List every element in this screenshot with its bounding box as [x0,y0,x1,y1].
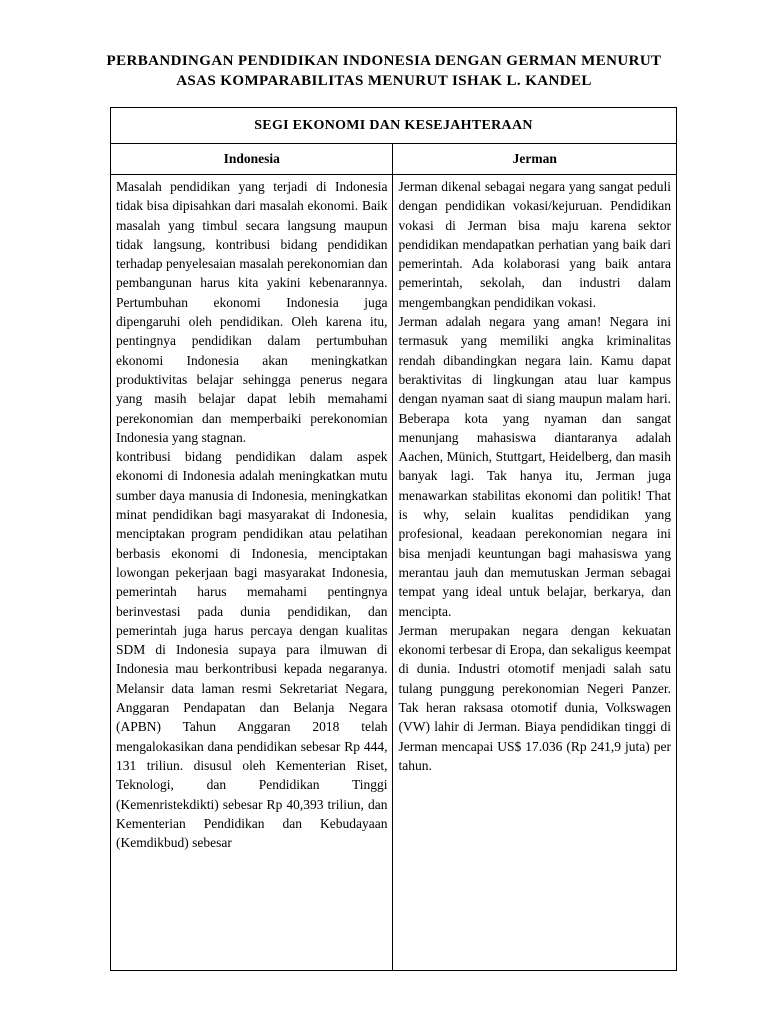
indonesia-cell [111,175,393,971]
section-heading: SEGI EKONOMI DAN KESEJAHTERAAN [111,108,677,144]
document-title [60,51,708,91]
jerman-paragraph-3: Jerman merupakan negara dengan kekuatan ekonomi terbesar di Eropa, dan sekaligus keempat di dunia. Industri otomotif menjadi salah satu tulang punggung perekonomian Negeri Panzer. Tak heran raksasa otomotif dunia, Volkswagen (VW) lahir di Jerman. Biaya pendidikan tinggi di Jerman mencapai US$ 17.036 (Rp 241,9 juta) per tahun. [398,622,671,773]
column-header-row [111,144,677,175]
indonesia-paragraph-2: kontribusi bidang pendidikan dalam aspek ekonomi di Indonesia adalah meningkatkan mutu sumber daya manusia di Indonesia, meningkatkan minat pendidikan bagi masyarakat di Indonesia, menciptakan program pendidikan atau pelatihan berbasis ekonomi di Indonesia, menciptakan lowongan pekerjaan bagi masyarakat Indonesia, pemerintah harus memahami pentingnya berinvestasi pada dunia pendidikan, dan pemerintah juga harus percaya dengan kualitas SDM di Indonesia supaya para ilmuwan di Indonesia mau berkontribusi kepada negaranya. Melansir data laman resmi Sekretariat Negara, Anggaran Pendapatan dan Belanja Negara (APBN) Tahun Anggaran 2018 telah mengalokasikan dana pendidikan sebesar Rp 444, 131 triliun. disusul oleh Kementerian Riset, Teknologi, dan Pendidikan Tinggi (Kemenristekdikti) sebesar Rp 40,393 triliun, dan Kementerian Pendidikan dan Kebudayaan (Kemdikbud) sebesar [116,449,388,851]
indonesia-paragraph-1: Masalah pendidikan yang terjadi di Indonesia tidak bisa dipisahkan dari masalah ekonomi. Baik masalah yang timbul secara langsung maupun tidak langsung, kontribusi bidang pendidikan terhadap penyelesaian masalah perekonomian dan pembangunan harus kita yakini kebenarannya. Pertumbuhan ekonomi Indonesia juga dipengaruhi oleh pendidikan. Oleh karena itu, pentingnya pendidikan dalam pertumbuhan ekonomi Indonesia akan meningkatkan produktivitas belajar sehingga penerus negara yang masih belajar dapat lebih memahami perekonomian dan memperbaiki perekonomian Indonesia yang stagnan. [116,179,388,445]
jerman-cell [393,175,677,971]
title-line-1: PERBANDINGAN PENDIDIKAN INDONESIA DENGAN GERMAN MENURUT [106,53,662,69]
column-header-jerman: Jerman [393,144,677,175]
title-line-2: ASAS KOMPARABILITAS MENURUT ISHAK L. KANDEL [176,73,592,89]
jerman-paragraph-2: Jerman adalah negara yang aman! Negara ini termasuk yang memiliki angka kriminalitas rendah dibandingkan negara lain. Kamu dapat beraktivitas di lingkungan atau luar kampus dengan nyaman saat di siang maupun malam hari. Beberapa kota yang nyaman dan sangat menunjang mahasiswa diantaranya adalah Aachen, Münich, Stuttgart, Heidelberg, dan masih banyak lagi. Tak hanya itu, Jerman juga menawarkan stabilitas ekonomi dan politik! That is why, selain kualitas pendidikan yang profesional, keadaan perekonomian negara ini bisa menjadi keuntungan bagi mahasiswa yang merantau jauh dan memutuskan Jerman sebagai tempat yang ideal untuk belajar, berkarya, dan mencipta. [398,314,671,619]
section-heading-row [111,108,677,144]
content-row [111,175,677,971]
comparison-table [110,107,677,971]
column-header-indonesia: Indonesia [111,144,393,175]
jerman-paragraph-1: Jerman dikenal sebagai negara yang sangat peduli dengan pendidikan vokasi/kejuruan. Pendidikan vokasi di Jerman bisa maju karena sektor pendidikan mendapatkan perhatian yang baik dari pemerintah. Ada kolaborasi yang baik antara pemerintah, sekolah, dan industri dalam mengembangkan pendidikan vokasi. [398,179,671,310]
